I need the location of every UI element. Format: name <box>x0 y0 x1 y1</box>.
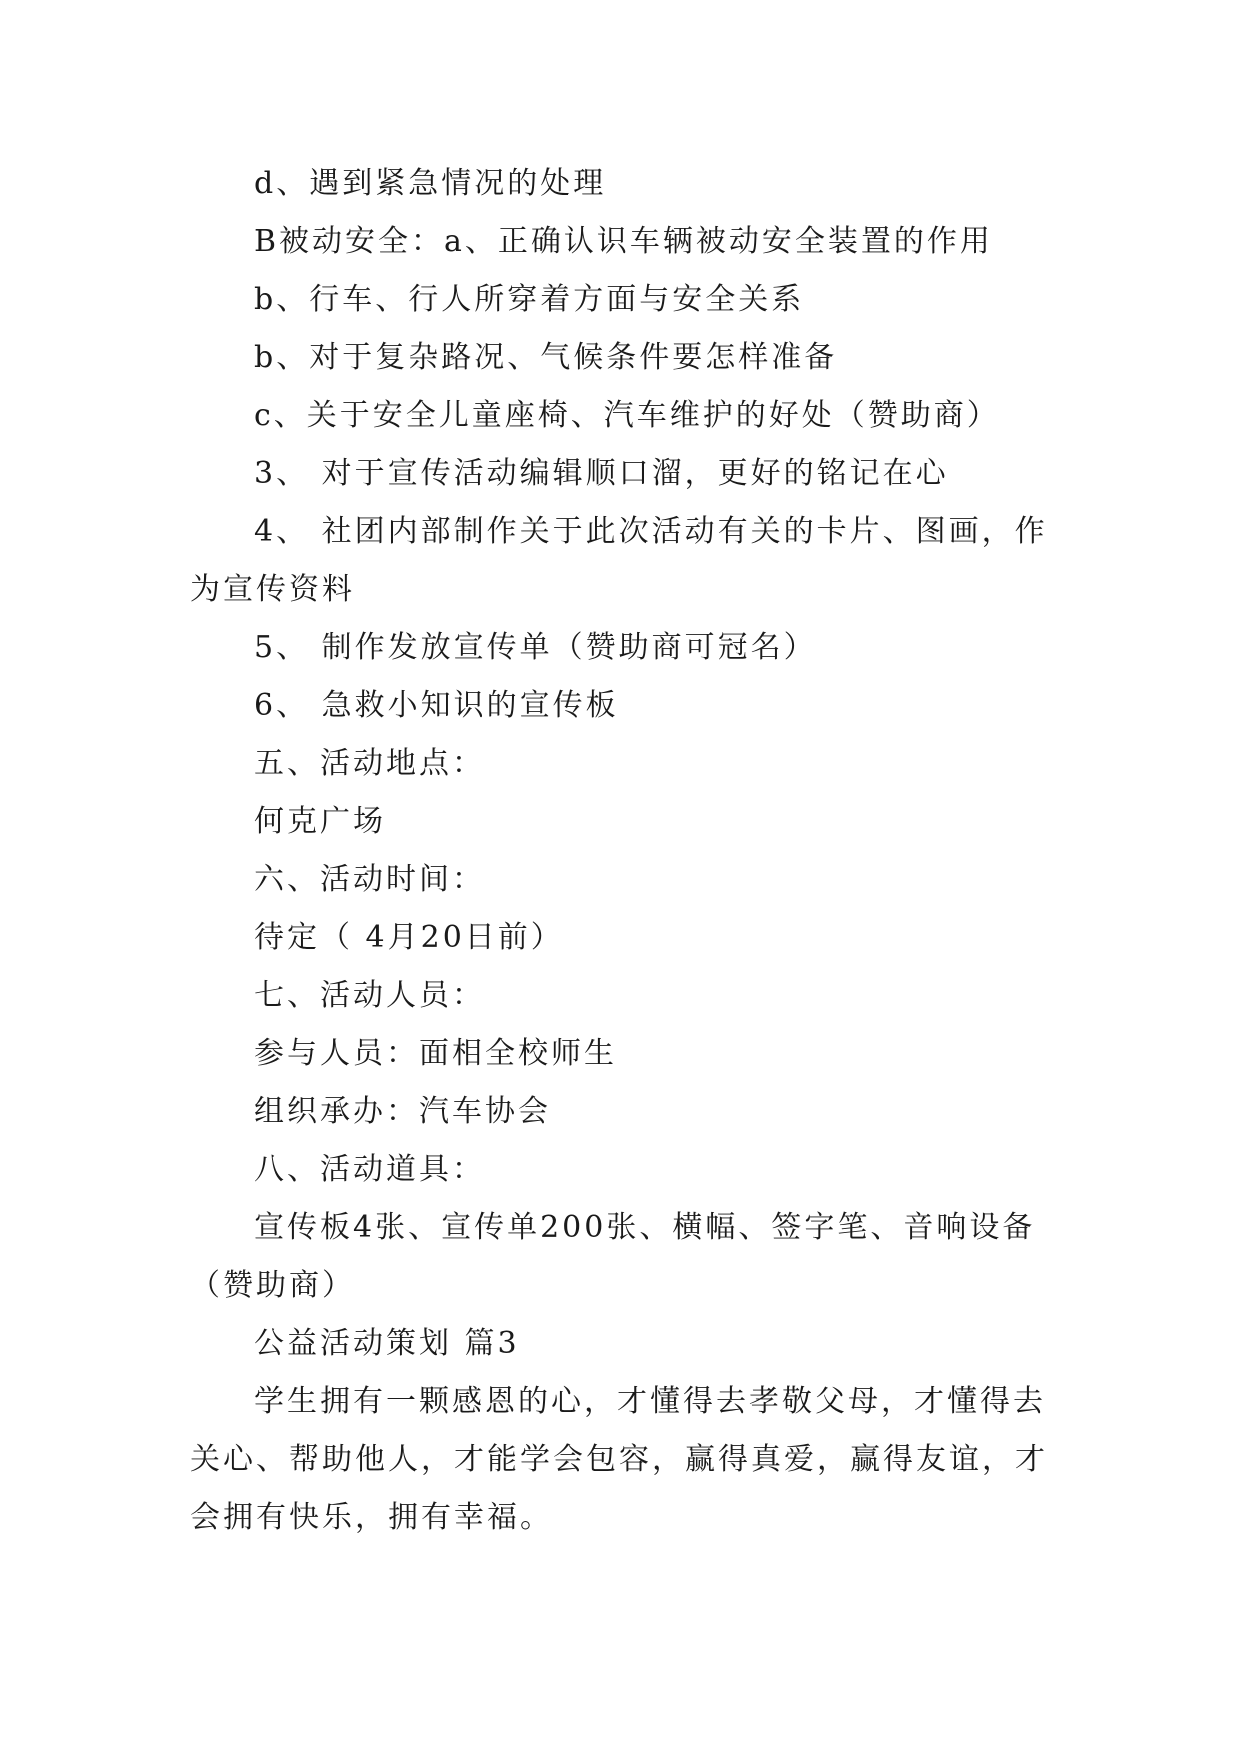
paragraph-emergency-handling: d、遇到紧急情况的处理 <box>254 166 607 201</box>
paragraph-item-4: 4、 社团内部制作关于此次活动有关的卡片、图画，作为宣传资料 <box>190 514 1048 607</box>
paragraph-item-5: 5、 制作发放宣传单（赞助商可冠名） <box>254 630 817 665</box>
paragraph-clothing-safety: b、行车、行人所穿着方面与安全关系 <box>254 282 805 317</box>
paragraph-item-3: 3、 对于宣传活动编辑顺口溜，更好的铭记在心 <box>254 456 949 491</box>
heading-time: 六、活动时间： <box>254 862 485 897</box>
heading-personnel: 七、活动人员： <box>254 978 485 1013</box>
paragraph-item-6: 6、 急救小知识的宣传板 <box>254 688 619 723</box>
paragraph-road-conditions: b、对于复杂路况、气候条件要怎样准备 <box>254 340 838 375</box>
heading-location: 五、活动地点： <box>254 746 485 781</box>
paragraph-organizer: 组织承办：汽车协会 <box>254 1094 551 1129</box>
heading-props: 八、活动道具： <box>254 1152 485 1187</box>
paragraph-gratitude: 学生拥有一颗感恩的心，才懂得去孝敬父母，才懂得去关心、帮助他人，才能学会包容，赢得真爱，赢得友谊，才会拥有快乐，拥有幸福。 <box>190 1384 1048 1535</box>
paragraph-passive-safety: B被动安全：a、正确认识车辆被动安全装置的作用 <box>254 224 993 259</box>
paragraph-location: 何克广场 <box>254 804 386 839</box>
document-body <box>190 155 1050 1547</box>
paragraph-time: 待定（ 4月20日前） <box>254 920 564 955</box>
paragraph-participants: 参与人员：面相全校师生 <box>254 1036 617 1071</box>
paragraph-props: 宣传板4张、宣传单200张、横幅、签字笔、音响设备（赞助商） <box>190 1210 1036 1303</box>
paragraph-child-seat: c、关于安全儿童座椅、汽车维护的好处（赞助商） <box>254 398 1000 433</box>
section-title: 公益活动策划 篇3 <box>254 1326 520 1361</box>
